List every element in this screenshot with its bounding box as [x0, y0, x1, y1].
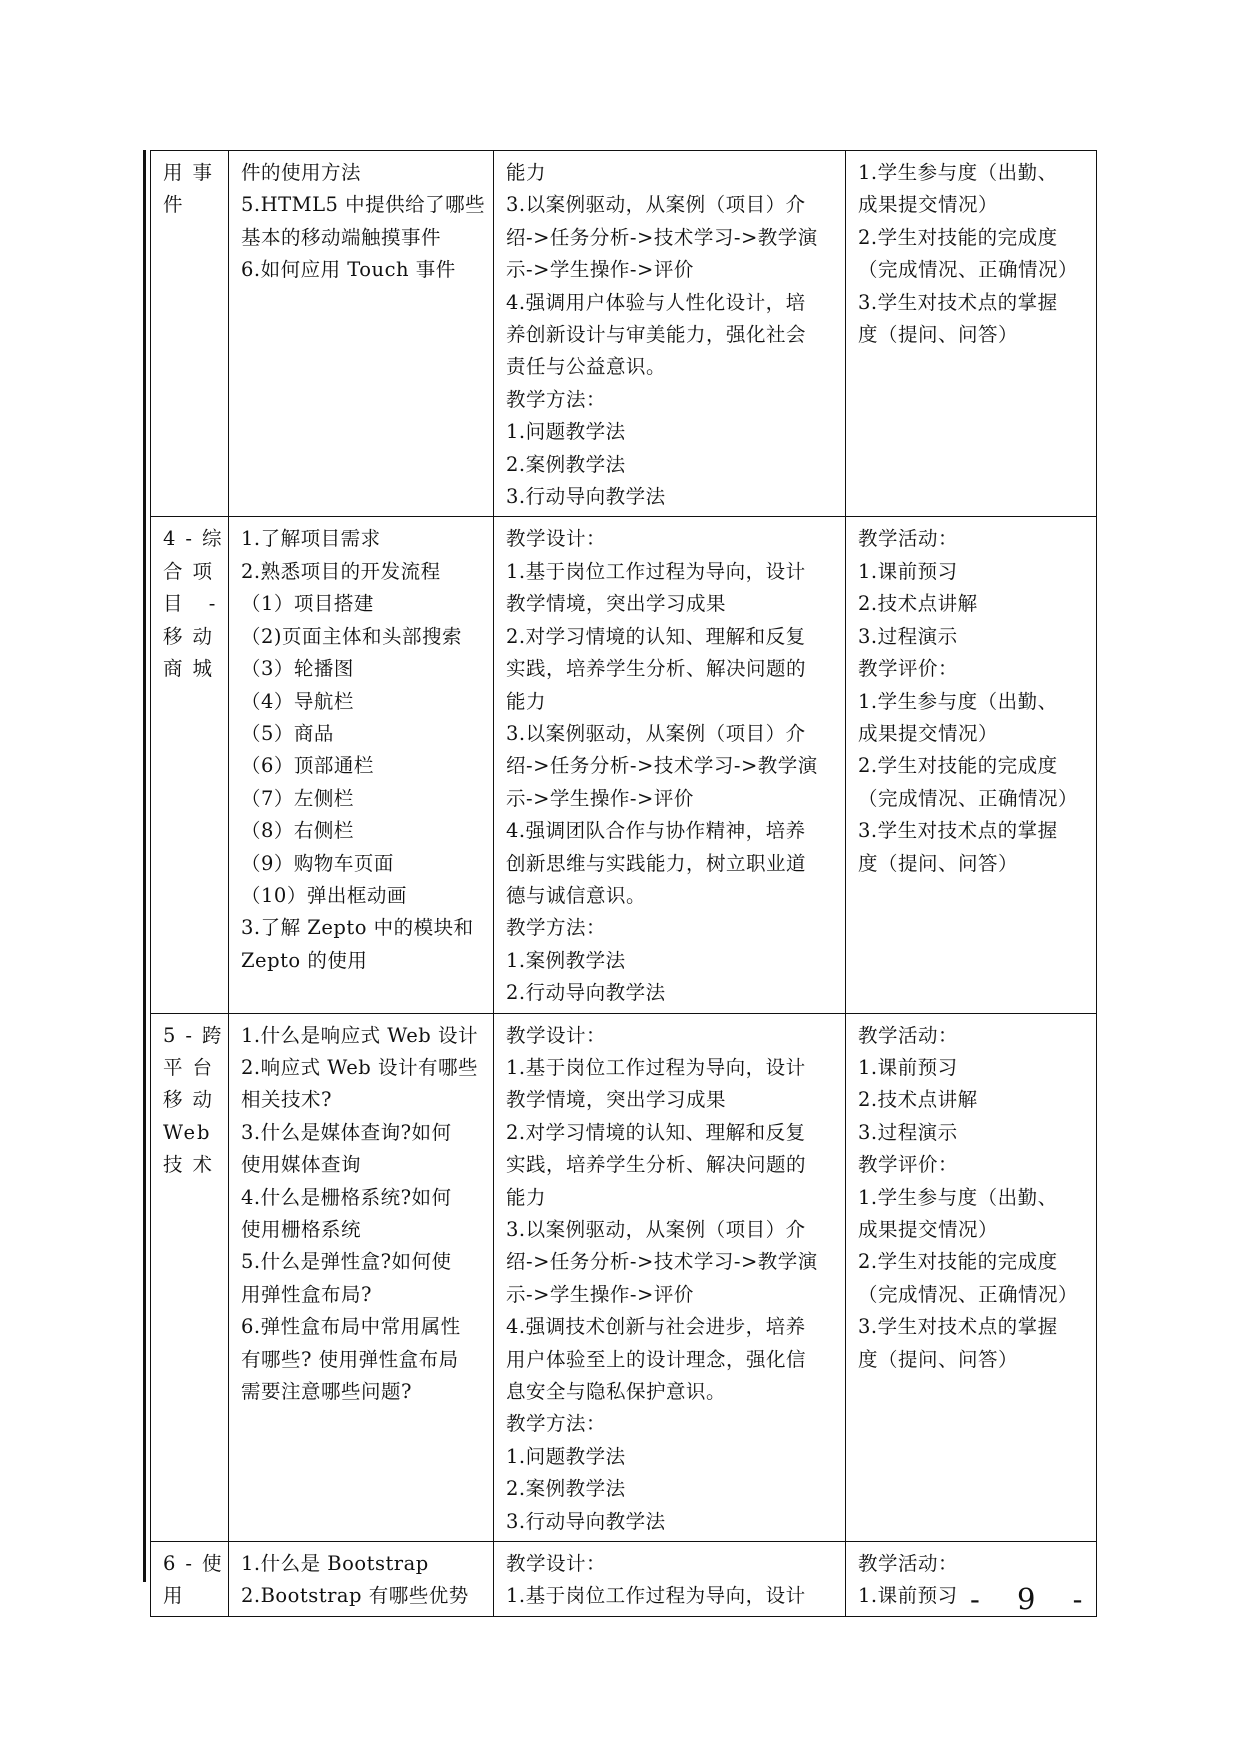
text-line: 4.强调技术创新与社会进步，培养: [506, 1315, 806, 1339]
text-line: 3.以案例驱动，从案例（项目）介: [506, 721, 806, 745]
text-line: 教学设计：: [506, 1552, 607, 1576]
text-line: 息安全与隐私保护意识。: [506, 1380, 727, 1404]
text-line: 创新思维与实践能力，树立职业道: [506, 851, 807, 875]
module-title-cell: [151, 517, 232, 1013]
text-line: 教学设计：: [506, 1023, 607, 1047]
text-line: 示->学生操作->评价: [506, 786, 694, 810]
text-line: 用户体验至上的设计理念，强化信: [506, 1347, 807, 1371]
text-line: 3.行动导向教学法: [506, 1509, 666, 1533]
text-line: 实践，培养学生分析、解决问题的: [506, 1153, 807, 1177]
text-line: 3.学生对技术点的掌握: [858, 1315, 1058, 1339]
text-line: （完成情况、正确情况）: [858, 1282, 1079, 1306]
text-line: 6.如何应用 Touch 事件: [241, 258, 456, 282]
text-line: 2.案例教学法: [506, 1477, 626, 1501]
text-line: 使用栅格系统: [241, 1218, 362, 1241]
text-line: 用弹性盒布局?: [241, 1282, 372, 1306]
text-line: 教学活动：: [858, 1023, 959, 1047]
text-line: 示->学生操作->评价: [506, 258, 694, 282]
teaching-activity-cell: [846, 151, 1097, 517]
text-line: 用: [163, 1584, 193, 1608]
text-line: 4.强调团队合作与协作精神，培养: [506, 819, 806, 843]
text-line: 度（提问、问答）: [858, 323, 1019, 347]
text-line: （2)页面主体和头部搜索: [241, 624, 463, 648]
text-line: 3.学生对技术点的掌握: [858, 819, 1058, 843]
text-line: 5.什么是弹性盒?如何使: [241, 1250, 452, 1274]
text-line: 3.学生对技术点的掌握: [858, 290, 1058, 314]
text-line: 技术: [163, 1153, 223, 1177]
text-line: 使用媒体查询: [241, 1153, 362, 1177]
text-line: 2.学生对技能的完成度: [858, 225, 1058, 249]
text-line: 5-跨: [163, 1023, 232, 1047]
text-line: 2.学生对技能的完成度: [858, 1250, 1058, 1274]
course-content-table: [150, 150, 1097, 1617]
text-line: 4.什么是栅格系统?如何: [241, 1185, 452, 1209]
text-line: 教学设计：: [506, 527, 607, 551]
module-title-cell: [151, 1013, 232, 1542]
text-line: 1.问题教学法: [506, 1444, 626, 1468]
text-line: 成果提交情况）: [858, 1218, 999, 1241]
text-line: 1.学生参与度（出勤、: [858, 1185, 1058, 1209]
text-line: 3.什么是媒体查询?如何: [241, 1120, 452, 1144]
text-line: 1.什么是响应式 Web 设计: [241, 1023, 478, 1047]
text-line: 相关技术?: [241, 1088, 332, 1112]
teaching-design-cell: [494, 1013, 846, 1542]
text-line: 1.案例教学法: [506, 948, 626, 972]
text-line: 德与诚信意识。: [506, 883, 647, 907]
text-line: 绍->任务分析->技术学习->教学演: [506, 754, 818, 778]
text-line: （完成情况、正确情况）: [858, 258, 1079, 282]
text-line: 1.课前预习: [858, 1055, 958, 1079]
text-line: 1.学生参与度（出勤、: [858, 689, 1058, 713]
text-line: 能力: [506, 161, 547, 184]
text-line: 绍->任务分析->技术学习->教学演: [506, 225, 818, 249]
text-line: 需要注意哪些问题?: [241, 1380, 412, 1404]
text-line: 平台: [163, 1055, 223, 1079]
text-line: （1）项目搭建: [241, 592, 374, 616]
text-line: 成果提交情况）: [858, 721, 999, 745]
text-line: 2.对学习情境的认知、理解和反复: [506, 1120, 806, 1144]
text-line: 3.行动导向教学法: [506, 485, 666, 509]
text-line: 1.课前预习: [858, 1584, 958, 1608]
text-line: 教学方法：: [506, 916, 607, 940]
text-line: （9）购物车页面: [241, 851, 394, 875]
text-line: 1.基于岗位工作过程为导向，设计: [506, 1055, 806, 1079]
text-line: 教学情境，突出学习成果: [506, 592, 727, 616]
text-line: 有哪些? 使用弹性盒布局: [241, 1347, 459, 1371]
text-line: 3.以案例驱动，从案例（项目）介: [506, 1218, 806, 1241]
text-line: 责任与公益意识。: [506, 355, 667, 379]
text-line: Web: [163, 1120, 212, 1144]
text-line: 教学方法：: [506, 1412, 607, 1436]
text-line: 件: [163, 193, 193, 217]
text-line: 度（提问、问答）: [858, 1347, 1019, 1371]
text-line: 能力: [506, 1185, 547, 1209]
text-line: 2.熟悉项目的开发流程: [241, 559, 441, 583]
module-content-cell: [229, 517, 494, 1013]
text-line: 移动: [163, 624, 223, 648]
page-number: - 9 -: [970, 1582, 1097, 1616]
text-line: 用事: [163, 161, 223, 184]
text-line: 目 -: [163, 592, 226, 616]
text-line: 4-综: [163, 527, 232, 551]
teaching-design-cell: [494, 1542, 846, 1617]
text-line: 实践，培养学生分析、解决问题的: [506, 657, 807, 681]
text-line: 成果提交情况）: [858, 193, 999, 217]
text-line: （完成情况、正确情况）: [858, 786, 1079, 810]
text-line: 2.Bootstrap 有哪些优势: [241, 1584, 469, 1608]
text-line: 6-使: [163, 1552, 232, 1576]
text-line: 1.什么是 Bootstrap: [241, 1552, 429, 1576]
text-line: 1.基于岗位工作过程为导向，设计: [506, 559, 806, 583]
text-line: 3.以案例驱动，从案例（项目）介: [506, 193, 806, 217]
text-line: （10）弹出框动画: [241, 883, 407, 907]
text-line: 1.课前预习: [858, 559, 958, 583]
text-line: 2.案例教学法: [506, 452, 626, 476]
teaching-design-cell: [494, 517, 846, 1013]
module-content-cell: [229, 1542, 494, 1617]
module-content-cell: [229, 1013, 494, 1542]
text-line: 3.过程演示: [858, 624, 958, 648]
text-line: 2.对学习情境的认知、理解和反复: [506, 624, 806, 648]
text-line: 2.技术点讲解: [858, 592, 978, 616]
table-row: [151, 517, 1097, 1013]
text-line: （8）右侧栏: [241, 819, 354, 843]
text-line: 6.弹性盒布局中常用属性: [241, 1315, 461, 1339]
text-line: （7）左侧栏: [241, 786, 354, 810]
text-line: 教学活动：: [858, 1552, 959, 1576]
text-line: 合项: [163, 559, 223, 583]
text-line: 能力: [506, 689, 547, 713]
text-line: 3.过程演示: [858, 1120, 958, 1144]
text-line: （4）导航栏: [241, 689, 354, 713]
text-line: 1.了解项目需求: [241, 527, 381, 551]
table-body: [151, 151, 1097, 1617]
text-line: 示->学生操作->评价: [506, 1282, 694, 1306]
text-line: （3）轮播图: [241, 657, 354, 681]
text-line: （6）顶部通栏: [241, 754, 374, 778]
text-line: 教学情境，突出学习成果: [506, 1088, 727, 1112]
text-line: 5.HTML5 中提供给了哪些: [241, 193, 486, 217]
teaching-design-cell: [494, 151, 846, 517]
text-line: 教学活动：: [858, 527, 959, 551]
text-line: 基本的移动端触摸事件: [241, 225, 442, 249]
module-title-cell: [151, 1542, 232, 1617]
text-line: 教学方法：: [506, 387, 607, 411]
text-line: Zepto 的使用: [241, 948, 368, 972]
teaching-activity-cell: [846, 517, 1097, 1013]
left-margin-rule: [143, 150, 146, 1582]
text-line: 商城: [163, 657, 223, 681]
text-line: 2.学生对技能的完成度: [858, 754, 1058, 778]
module-content-cell: [229, 151, 494, 517]
text-line: 3.了解 Zepto 中的模块和: [241, 916, 474, 940]
text-line: 1.基于岗位工作过程为导向，设计: [506, 1584, 806, 1608]
text-line: 1.学生参与度（出勤、: [858, 161, 1058, 184]
module-title-cell: [151, 151, 229, 517]
table-row: [151, 151, 1097, 517]
text-line: 教学评价：: [858, 1153, 959, 1177]
text-line: 移动: [163, 1088, 223, 1112]
text-line: 2.技术点讲解: [858, 1088, 978, 1112]
teaching-activity-cell: [846, 1013, 1097, 1542]
text-line: 度（提问、问答）: [858, 851, 1019, 875]
table-row: [151, 1542, 1097, 1617]
text-line: 2.行动导向教学法: [506, 981, 666, 1005]
text-line: 教学评价：: [858, 657, 959, 681]
text-line: 4.强调用户体验与人性化设计，培: [506, 290, 806, 314]
text-line: （5）商品: [241, 721, 334, 745]
text-line: 1.问题教学法: [506, 420, 626, 444]
table-row: [151, 1013, 1097, 1542]
text-line: 养创新设计与审美能力，强化社会: [506, 323, 807, 347]
text-line: 2.响应式 Web 设计有哪些: [241, 1055, 478, 1079]
text-line: 绍->任务分析->技术学习->教学演: [506, 1250, 818, 1274]
text-line: 件的使用方法: [241, 161, 362, 184]
